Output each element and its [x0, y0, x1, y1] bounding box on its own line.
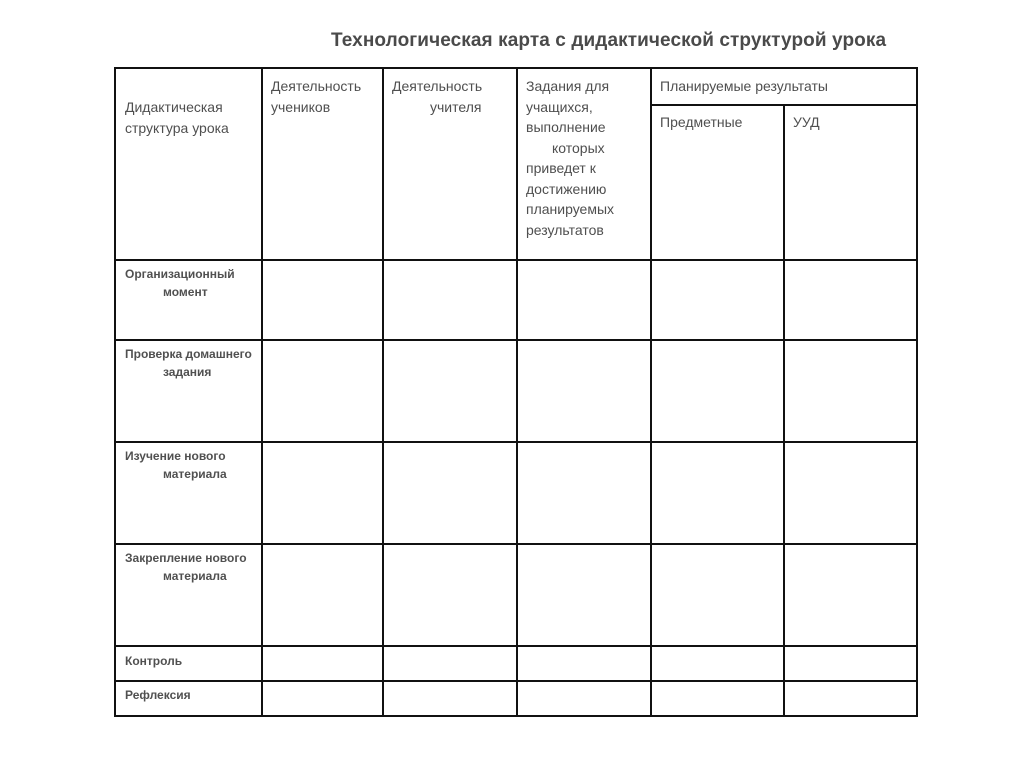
table-col-divider: [261, 69, 263, 715]
lesson-map-table: [114, 67, 918, 717]
table-row-divider: [650, 104, 916, 106]
table-col-divider: [516, 69, 518, 259]
stage-label: Закрепление нового материала: [125, 551, 247, 583]
table-row-divider: [116, 259, 916, 261]
table-row-divider: [116, 543, 916, 545]
stage-label: Организационный момент: [125, 267, 235, 299]
stage-label: Проверка домашнего задания: [125, 347, 252, 379]
header-uud: УУД: [793, 114, 820, 130]
header-teacher-activity: Деятельность учителя: [392, 78, 483, 115]
header-planned-results: Планируемые результаты: [660, 78, 828, 94]
stage-label: Контроль: [125, 654, 183, 668]
stage-label: Изучение нового материала: [125, 449, 227, 481]
header-subject-results: Предметные: [660, 114, 743, 130]
page-title: Технологическая карта с дидактической структурой урока: [331, 30, 887, 51]
table-col-divider: [783, 104, 785, 715]
table-row-divider: [116, 680, 916, 682]
stage-label: Рефлексия: [125, 688, 191, 702]
header-student-activity: Деятельность учеников: [271, 78, 362, 115]
table-col-divider: [382, 69, 384, 715]
table-col-divider: [650, 69, 652, 715]
header-tasks: Задания для учащихся, выполнение которых приведет к достижению планируемых результатов: [526, 78, 615, 238]
table-row-divider: [116, 645, 916, 647]
table-row-divider: [116, 339, 916, 341]
table-row-divider: [116, 441, 916, 443]
header-didactic-structure: Дидактическая структура урока: [125, 99, 229, 136]
